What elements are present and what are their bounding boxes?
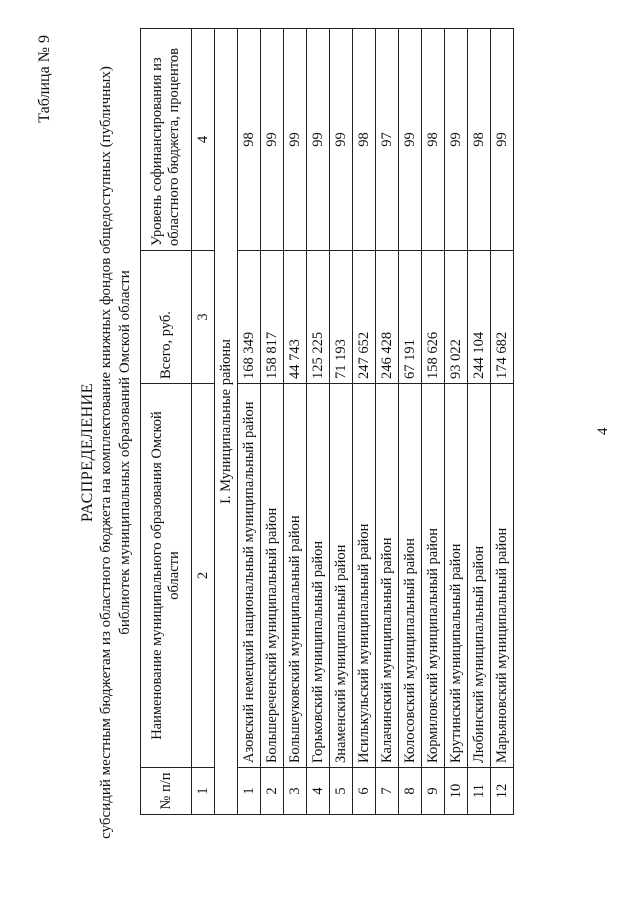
cell-level: 99	[307, 29, 330, 251]
cell-level: 98	[422, 29, 445, 251]
cell-name: Любинский муниципальный район	[468, 384, 491, 768]
cell-name: Большеуковский муниципальный район	[284, 384, 307, 768]
table-row	[376, 29, 399, 815]
cell-name: Большереченский муниципальный район	[261, 384, 284, 768]
cell-name: Крутинский муниципальный район	[445, 384, 468, 768]
cell-total: 125 225	[307, 251, 330, 384]
table-row	[261, 29, 284, 815]
cell-num: 1	[238, 768, 261, 815]
cell-total: 168 349	[238, 251, 261, 384]
cell-level: 99	[399, 29, 422, 251]
cell-num: 2	[261, 768, 284, 815]
section-title: I. Муниципальные районы	[215, 29, 238, 815]
cell-level: 99	[261, 29, 284, 251]
cell-level: 98	[353, 29, 376, 251]
table-header-row	[141, 29, 192, 815]
cell-num: 9	[422, 768, 445, 815]
cell-num: 3	[284, 768, 307, 815]
cell-level: 99	[330, 29, 353, 251]
header-level: Уровень софинансирования из областного бюджета, процентов	[141, 29, 192, 251]
cell-name: Знаменский муниципальный район	[330, 384, 353, 768]
cell-num: 10	[445, 768, 468, 815]
document-heading	[78, 10, 135, 895]
cell-level: 98	[238, 29, 261, 251]
cell-total: 174 682	[491, 251, 514, 384]
cell-level: 97	[376, 29, 399, 251]
table-row	[307, 29, 330, 815]
table-row	[422, 29, 445, 815]
cell-total: 71 193	[330, 251, 353, 384]
cell-total: 67 191	[399, 251, 422, 384]
table-row	[468, 29, 491, 815]
header-total: Всего, руб.	[141, 251, 192, 384]
column-number: 3	[192, 251, 215, 384]
table-row	[399, 29, 422, 815]
cell-total: 44 743	[284, 251, 307, 384]
table-row	[491, 29, 514, 815]
column-number: 2	[192, 384, 215, 768]
cell-total: 244 104	[468, 251, 491, 384]
cell-name: Горьковский муниципальный район	[307, 384, 330, 768]
section-row	[215, 29, 238, 815]
table-row	[445, 29, 468, 815]
table-row	[238, 29, 261, 815]
table-row	[353, 29, 376, 815]
document-subtitle-line-2: библиотек муниципальных образований Омской области	[117, 270, 133, 635]
cell-num: 7	[376, 768, 399, 815]
cell-name: Марьяновский муниципальный район	[491, 384, 514, 768]
cell-num: 5	[330, 768, 353, 815]
cell-total: 93 022	[445, 251, 468, 384]
cell-level: 99	[284, 29, 307, 251]
cell-total: 246 428	[376, 251, 399, 384]
cell-name: Колосовский муниципальный район	[399, 384, 422, 768]
column-number: 4	[192, 29, 215, 251]
subsidy-distribution-table	[140, 28, 514, 815]
cell-level: 98	[468, 29, 491, 251]
cell-num: 4	[307, 768, 330, 815]
cell-num: 6	[353, 768, 376, 815]
header-num: № п/п	[141, 768, 192, 815]
cell-name: Кормиловский муниципальный район	[422, 384, 445, 768]
column-number: 1	[192, 768, 215, 815]
table-row	[330, 29, 353, 815]
table-label: Таблица № 9	[36, 35, 53, 123]
document-subtitle-line-1: субсидий местным бюджетам из областного бюджета на комплектование книжных фондов общедоступных (публичных)	[98, 66, 114, 839]
cell-name: Азовский немецкий национальный муниципальный район	[238, 384, 261, 768]
cell-num: 8	[399, 768, 422, 815]
cell-name: Калачинский муниципальный район	[376, 384, 399, 768]
cell-total: 247 652	[353, 251, 376, 384]
table-row	[284, 29, 307, 815]
cell-total: 158 817	[261, 251, 284, 384]
cell-num: 12	[491, 768, 514, 815]
page-number: 4	[595, 427, 611, 435]
document-title: РАСПРЕДЕЛЕНИЕ	[79, 383, 96, 522]
cell-level: 99	[491, 29, 514, 251]
cell-level: 99	[445, 29, 468, 251]
header-name: Наименование муниципального образования Омской области	[141, 384, 192, 768]
cell-num: 11	[468, 768, 491, 815]
column-number-row	[192, 29, 215, 815]
cell-total: 158 626	[422, 251, 445, 384]
cell-name: Исилькульский муниципальный район	[353, 384, 376, 768]
